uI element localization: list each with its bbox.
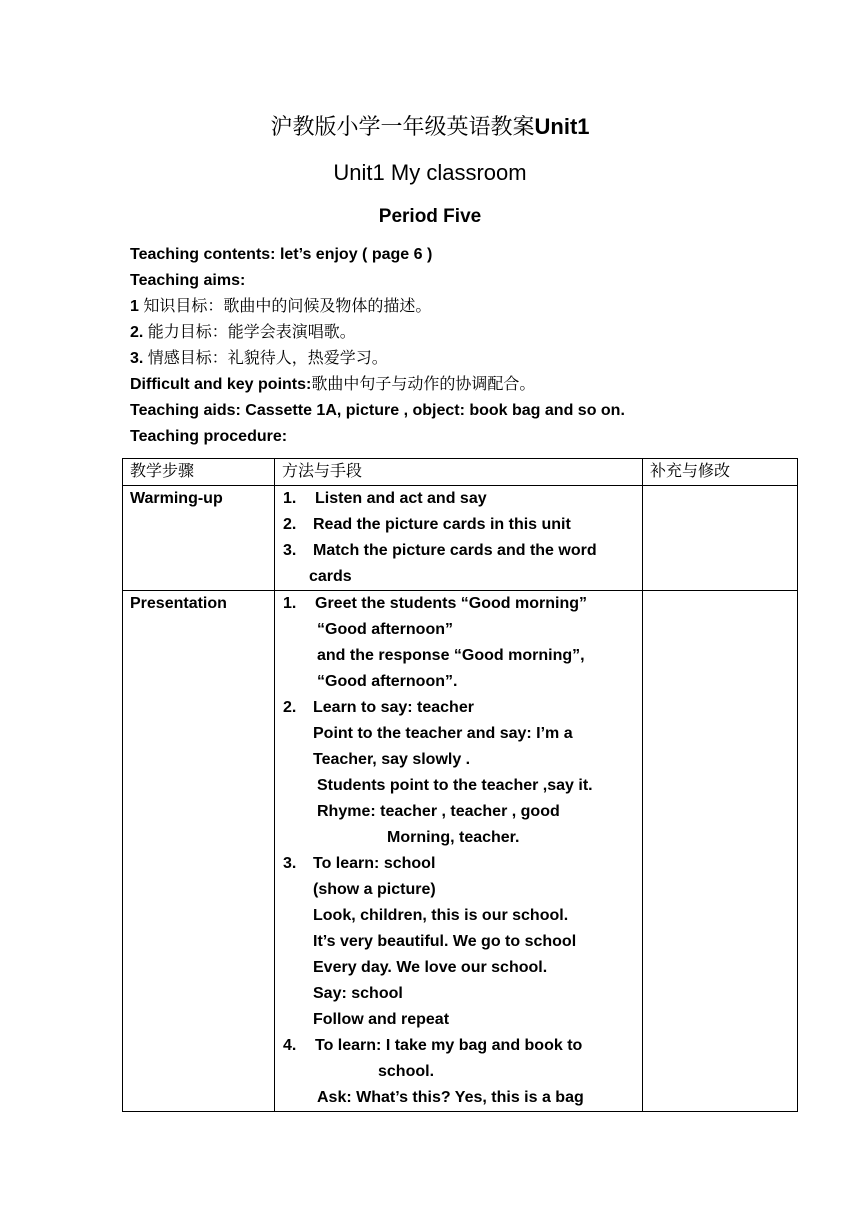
warmup-steps: [275, 486, 643, 591]
step-text: To learn: school: [313, 855, 436, 872]
step-text: Follow and repeat: [313, 1011, 450, 1028]
step-text: Morning, teacher.: [387, 829, 520, 846]
step-line: [275, 591, 642, 617]
step-text: Listen and act and say: [315, 490, 487, 507]
step-line: [275, 747, 642, 773]
step-number: 1.: [283, 490, 297, 507]
aim-text: 知识目标：歌曲中的问候及物体的描述。: [138, 298, 432, 315]
step-text: Rhyme: teacher , teacher , good: [317, 803, 560, 820]
difficult-text: 歌曲中句子与动作的协调配合。: [311, 376, 536, 393]
document-title: [0, 112, 860, 142]
step-text: “Good afternoon”: [317, 621, 453, 638]
step-text: (show a picture): [313, 881, 436, 898]
step-text: Ask: What’s this? Yes, this is a bag: [317, 1089, 584, 1106]
aim-text: 能力目标：能学会表演唱歌。: [143, 324, 356, 341]
stage-warmup: Warming-up: [123, 486, 275, 591]
unit-subtitle: Unit1 My classroom: [333, 160, 527, 185]
stage-presentation: Presentation: [123, 591, 275, 1112]
step-line: [275, 799, 642, 825]
teaching-procedure-heading: Teaching procedure:: [130, 428, 288, 445]
step-text: cards: [309, 568, 352, 585]
step-line: [275, 851, 642, 877]
step-line: [275, 564, 642, 590]
step-number: 2.: [283, 516, 297, 533]
step-text: Every day. We love our school.: [313, 959, 548, 976]
aim-emotion: [130, 346, 790, 372]
aim-number: 3.: [130, 350, 144, 367]
step-number: 3.: [283, 855, 297, 872]
period-heading: Period Five: [378, 206, 482, 227]
teaching-aids: Teaching aids: Cassette 1A, picture , object: book bag and so on.: [130, 402, 625, 419]
difficult-label: Difficult and key points:: [130, 376, 312, 393]
difficult-key-points: [130, 372, 790, 398]
step-line: [275, 538, 642, 564]
lesson-intro: [130, 242, 790, 450]
aim-text: 情感目标：礼貌待人，热爱学习。: [143, 350, 388, 367]
step-text: Match the picture cards and the word: [313, 542, 597, 559]
step-line: [275, 981, 642, 1007]
table-row-presentation: [123, 591, 798, 1112]
presentation-notes-cell: [643, 591, 798, 1112]
aim-knowledge: [130, 294, 790, 320]
step-line: [275, 773, 642, 799]
step-line: [275, 486, 642, 512]
step-text: Say: school: [313, 985, 403, 1002]
step-number: 4.: [283, 1037, 297, 1054]
step-line: [275, 669, 642, 695]
step-line: [275, 512, 642, 538]
step-text: school.: [378, 1063, 435, 1080]
step-text: Point to the teacher and say: I’m a: [313, 725, 573, 742]
aim-number: 2.: [130, 324, 144, 341]
step-line: [275, 721, 642, 747]
step-number: 1.: [283, 595, 297, 612]
step-text: Learn to say: teacher: [313, 699, 474, 716]
step-line: [275, 929, 642, 955]
teaching-aims-heading: Teaching aims:: [130, 272, 246, 289]
title-chinese: 沪教版小学一年级英语教案: [270, 114, 535, 139]
procedure-table: [122, 458, 798, 1112]
header-steps: 教学步骤: [123, 459, 275, 486]
step-line: [275, 643, 642, 669]
step-line: [275, 1059, 642, 1085]
step-text: Read the picture cards in this unit: [313, 516, 571, 533]
step-text: “Good afternoon”.: [317, 673, 458, 690]
step-line: [275, 903, 642, 929]
title-unit: Unit1: [534, 114, 590, 139]
aim-ability: [130, 320, 790, 346]
header-notes: 补充与修改: [643, 459, 798, 486]
warmup-notes-cell: [643, 486, 798, 591]
step-line: [275, 1007, 642, 1033]
table-header-row: [123, 459, 798, 486]
step-number: 3.: [283, 542, 297, 559]
presentation-steps: [275, 591, 643, 1112]
step-text: Greet the students “Good morning”: [315, 595, 588, 612]
table-row-warmup: [123, 486, 798, 591]
step-text: It’s very beautiful. We go to school: [313, 933, 577, 950]
step-line: [275, 877, 642, 903]
step-line: [275, 825, 642, 851]
step-text: and the response “Good morning”,: [317, 647, 585, 664]
step-line: [275, 1085, 642, 1111]
header-methods: 方法与手段: [275, 459, 643, 486]
step-line: [275, 955, 642, 981]
step-line: [275, 617, 642, 643]
step-text: Teacher, say slowly .: [313, 751, 471, 768]
teaching-contents: Teaching contents: let’s enjoy ( page 6 ): [130, 246, 433, 263]
step-text: Look, children, this is our school.: [313, 907, 569, 924]
aim-number: 1: [130, 298, 139, 315]
step-text: To learn: I take my bag and book to: [315, 1037, 583, 1054]
step-text: Students point to the teacher ,say it.: [317, 777, 593, 794]
step-number: 2.: [283, 699, 297, 716]
step-line: [275, 695, 642, 721]
step-line: [275, 1033, 642, 1059]
